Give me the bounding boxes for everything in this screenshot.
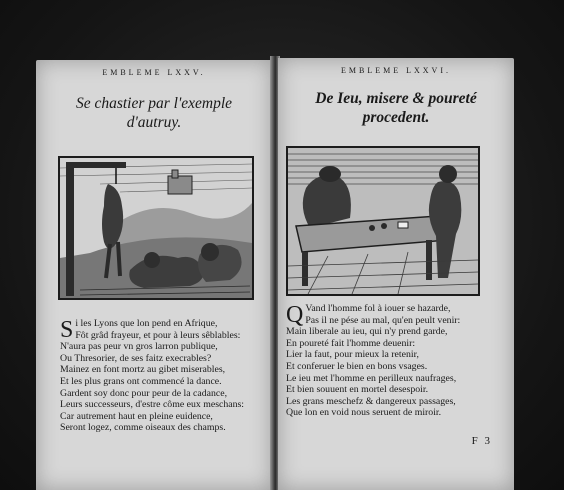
motto-left-line-2: d'autruy. [126, 114, 182, 131]
motto-right-line-1: De Ieu, misere & poureté [315, 90, 477, 107]
verse-right-line-10: Que lon en void nous seruent de miroir. [286, 407, 442, 419]
motto-right-line-2: procedent. [362, 109, 430, 126]
verse-right-line-8: Et bien souuent en mortel desespoir. [286, 384, 429, 396]
verse-right-line-1: Vand l'homme fol à iouer se hazarde, [305, 303, 451, 314]
verse-left-line-9: Car autrement haut en pleine euidence, [60, 410, 213, 422]
verse-left-line-2: Fôt grâd frayeur, et pour à leurs sêblables: [75, 329, 241, 341]
lions-woodcut-illustration [58, 156, 254, 300]
verse-right-line-2: Pas il ne pése au mal, qu'en peult venir: [305, 314, 461, 326]
verse-right-line-3: Main liberale au ieu, qui n'y prend garde, [286, 326, 448, 338]
signature-mark: F 3 [471, 435, 492, 447]
verse-left-line-1: i les Lyons que lon pend en Afrique, [75, 318, 218, 329]
emblem-number-left: EMBLEME LXXV. [102, 68, 206, 77]
verse-right-line-9: Les grans meschefz & dangereux passages, [286, 395, 456, 407]
verse-right-line-4: En poureté fait l'homme deuenir: [286, 337, 416, 349]
dropcap-right: Q [286, 302, 304, 328]
motto-left-line-1: Se chastier par l'exemple [75, 95, 233, 112]
verse-left [60, 318, 244, 434]
right-page [278, 58, 514, 490]
verse-right-line-7: Le ieu met l'homme en perilleux naufrages, [286, 372, 457, 384]
verse-left-line-3: N'aura pas peur vn gros larron publique, [60, 341, 218, 353]
motto-right [278, 89, 514, 127]
verse-right-line-6: Et conferuer le bien en bons vsages. [286, 360, 428, 372]
verse-left-line-10: Seront logez, comme oiseaux des champs. [60, 422, 226, 434]
verse-right [286, 302, 461, 419]
verse-left-line-4: Ou Thresorier, de ses faitz execrables? [60, 352, 212, 364]
verse-right-line-5: Lier la faut, pour mieux la retenir, [286, 349, 419, 361]
gamblers-woodcut-illustration [286, 146, 480, 296]
verse-left-line-6: Et les plus grans ont commencé la dance. [60, 375, 222, 387]
verse-left-line-5: Mainez en font mortz au gibet miserables, [60, 364, 226, 376]
dropcap-left: S [60, 317, 74, 343]
verse-left-line-8: Leurs successeurs, d'estre côme eux meschans: [60, 399, 245, 411]
left-page [36, 60, 272, 490]
verse-left-line-7: Gardent soy donc pour peur de la cadance, [60, 387, 228, 399]
motto-left [36, 94, 272, 132]
emblem-number-right: EMBLEME LXXVI. [341, 66, 451, 75]
